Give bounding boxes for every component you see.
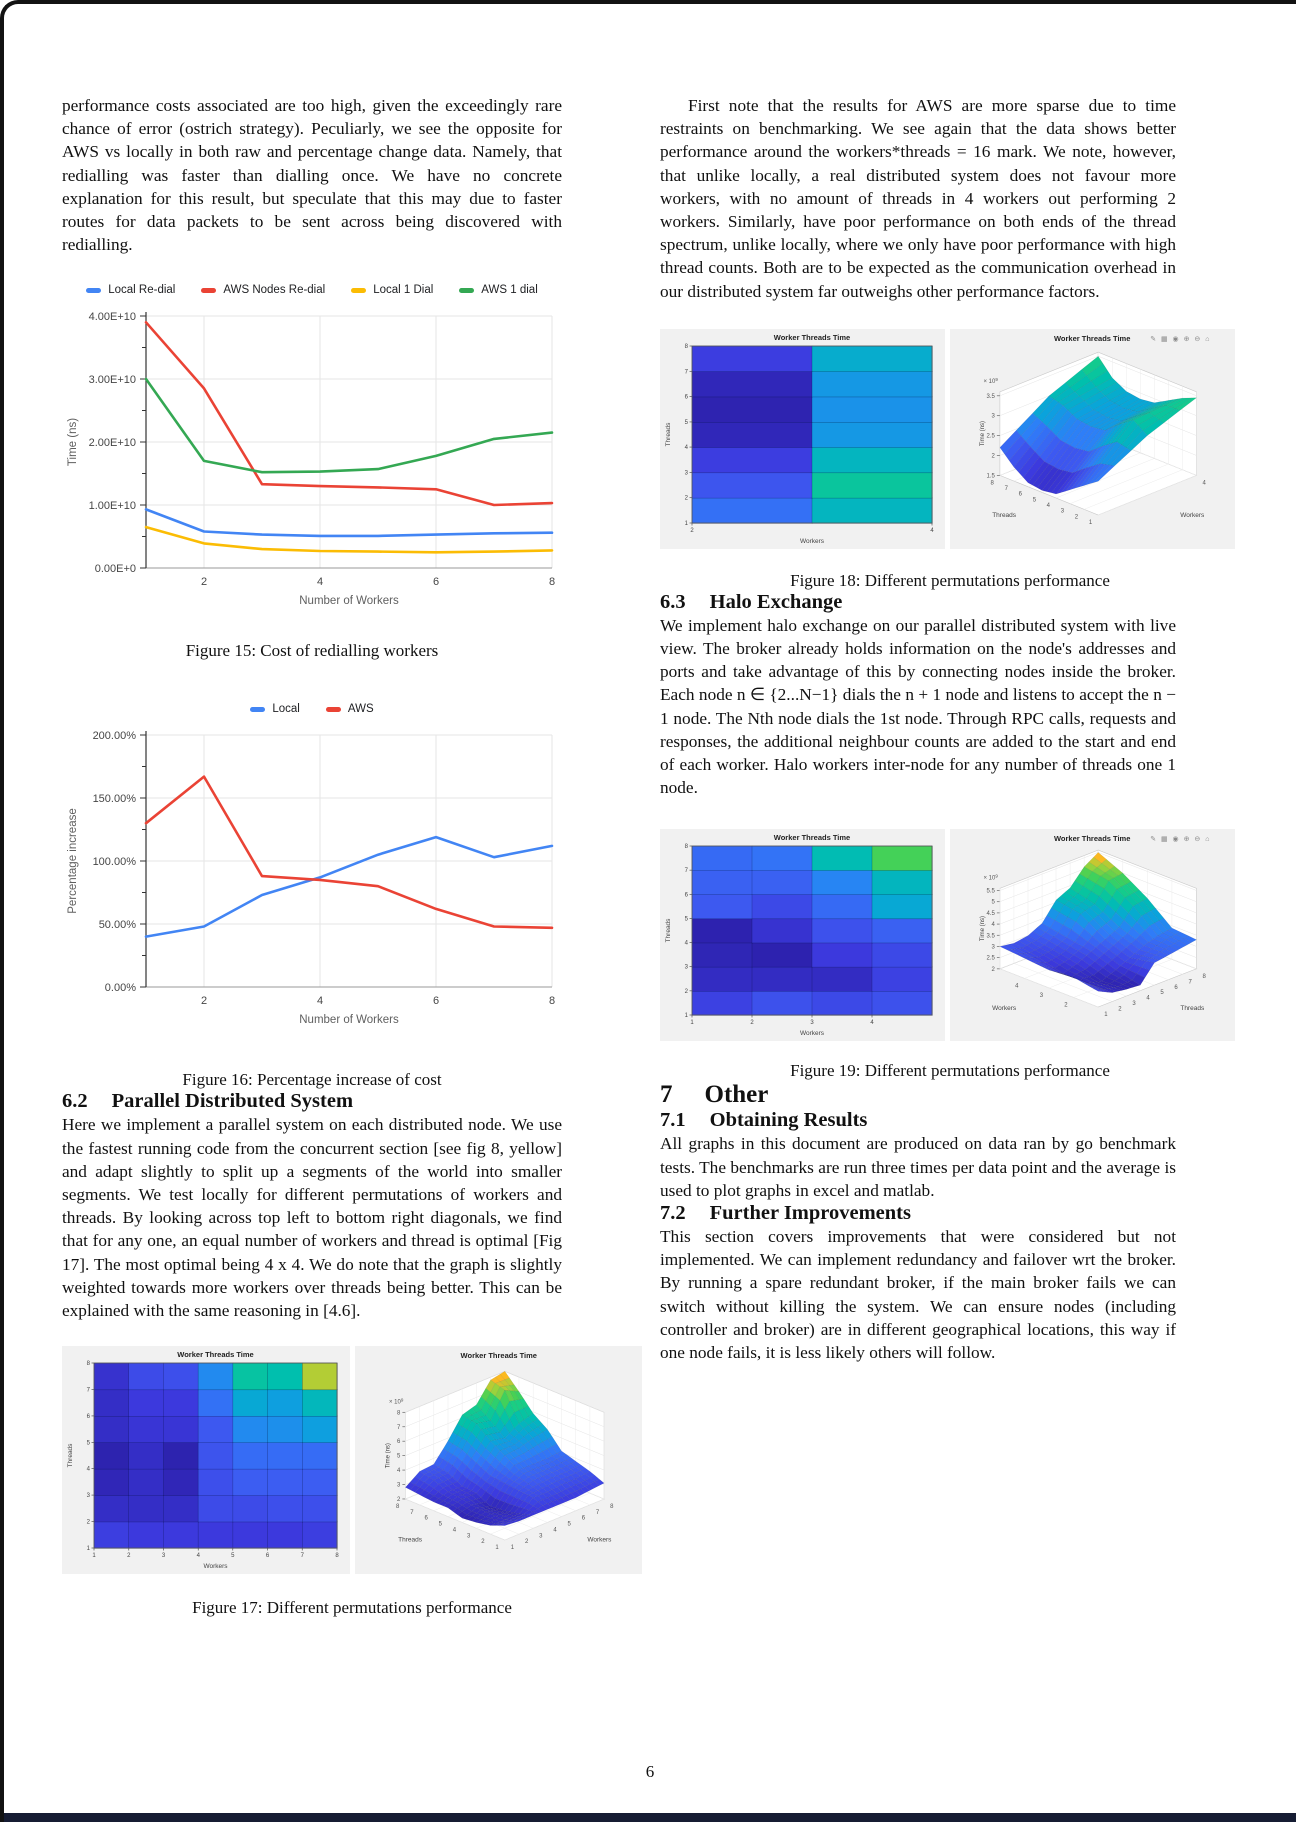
svg-text:1.00E+10: 1.00E+10	[88, 500, 136, 513]
svg-text:3: 3	[1039, 993, 1044, 1000]
svg-text:2.00E+10: 2.00E+10	[88, 437, 136, 450]
svg-text:Time (ns): Time (ns)	[384, 1443, 391, 1469]
svg-text:3: 3	[991, 944, 995, 951]
svg-text:Worker Threads Time: Worker Threads Time	[773, 833, 851, 843]
legend-swatch	[351, 288, 366, 293]
legend-label: Local Re-dial	[108, 284, 176, 297]
svg-text:2: 2	[1064, 1002, 1068, 1009]
svg-text:3.00E+10: 3.00E+10	[88, 374, 136, 387]
svg-text:4: 4	[452, 1527, 456, 1534]
svg-text:8: 8	[684, 844, 688, 851]
figure17-caption: Figure 17: Different permutations performance	[192, 1598, 512, 1618]
svg-text:6: 6	[423, 1515, 428, 1522]
svg-text:4.00E+10: 4.00E+10	[88, 311, 136, 324]
section-title: Halo Exchange	[709, 590, 843, 613]
svg-text:2: 2	[480, 1539, 485, 1546]
svg-text:2: 2	[1074, 514, 1079, 521]
svg-text:6: 6	[684, 394, 688, 401]
svg-text:6: 6	[396, 1439, 400, 1446]
svg-text:4: 4	[316, 576, 324, 589]
svg-text:6: 6	[684, 892, 688, 899]
paragraph-further-improvements: This section covers improvements that were considered but not implemented. We can implement redundancy and failover wrt the broker. By running a spare redundant broker, if the main broker fails we can switch without killing the system. We can ensure nodes (including controller and broker) are in different geographical locations, this way if one node fails, it is less likely others will follow.	[660, 1227, 1176, 1363]
svg-text:4: 4	[1015, 983, 1019, 990]
svg-text:1: 1	[494, 1545, 499, 1552]
svg-text:3: 3	[1060, 508, 1065, 515]
svg-text:× 109: × $10^9$	[983, 873, 998, 882]
section-number: 6.3	[660, 590, 686, 613]
svg-text:1: 1	[86, 1546, 90, 1553]
legend-label: Local	[272, 703, 300, 716]
svg-text:Workers: Workers	[992, 1005, 1017, 1013]
svg-text:4: 4	[552, 1527, 557, 1534]
svg-text:Workers: Workers	[1180, 512, 1205, 520]
svg-text:8: 8	[396, 1410, 400, 1417]
svg-text:3: 3	[684, 965, 688, 972]
svg-text:Time (ns): Time (ns)	[67, 418, 79, 467]
section-number: 7	[660, 1081, 673, 1109]
section-title: Parallel Distributed System	[111, 1090, 354, 1113]
svg-text:Threads: Threads	[397, 1536, 422, 1544]
svg-text:2: 2	[200, 576, 208, 589]
svg-text:2.5: 2.5	[986, 956, 995, 963]
svg-text:5: 5	[991, 900, 995, 907]
svg-text:3: 3	[684, 470, 688, 477]
figure15-caption: Figure 15: Cost of redialling workers	[185, 641, 439, 661]
section-number: 6.2	[62, 1090, 88, 1113]
svg-text:4: 4	[1202, 480, 1206, 487]
svg-text:50.00%: 50.00%	[98, 919, 136, 932]
figure17-surface-plot	[355, 1346, 643, 1574]
svg-text:8: 8	[609, 1504, 613, 1511]
figure16-line-chart	[62, 725, 562, 1030]
svg-text:4: 4	[316, 995, 324, 1008]
svg-text:8: 8	[684, 343, 688, 350]
paragraph-obtaining-results: All graphs in this document are produced on data ran by go benchmark tests. The benchmarks are run three times per data point and the average is used to plot graphs in excel and matlab.	[660, 1134, 1176, 1200]
svg-text:4: 4	[86, 1466, 90, 1473]
svg-text:5: 5	[566, 1521, 571, 1528]
svg-text:Time (ns): Time (ns)	[979, 420, 986, 446]
svg-text:✎ ▦ ◉ ⊕ ⊖ ⌂: ✎ ▦ ◉ ⊕ ⊖ ⌂	[1150, 335, 1211, 343]
figure17-images	[62, 1346, 642, 1574]
svg-text:2: 2	[991, 967, 995, 974]
figure16-caption: Figure 16: Percentage increase of cost	[182, 1070, 442, 1090]
svg-text:6: 6	[432, 576, 440, 589]
svg-text:7: 7	[684, 369, 688, 376]
svg-text:3.5: 3.5	[986, 933, 995, 940]
svg-text:× 109: × $10^9$	[983, 376, 998, 385]
svg-text:4: 4	[396, 1468, 400, 1475]
svg-text:7: 7	[300, 1553, 304, 1560]
svg-text:2: 2	[86, 1519, 90, 1526]
section-title: Further Improvements	[709, 1202, 911, 1225]
svg-text:3: 3	[466, 1533, 470, 1540]
legend-swatch	[459, 288, 474, 293]
svg-text:4: 4	[930, 527, 934, 534]
svg-text:0.00%: 0.00%	[104, 982, 136, 995]
section-title: Obtaining Results	[709, 1109, 868, 1132]
svg-text:Threads: Threads	[1180, 1005, 1205, 1013]
svg-text:2: 2	[524, 1539, 528, 1546]
svg-text:Threads: Threads	[665, 919, 672, 943]
paragraph-halo-exchange: We implement halo exchange on our parallel distributed system with live view. The broker already holds information on the node's addresses and ports and take advantage of this by connecting nodes inside the broker. Each node n ∈ {2...N−1} dials the n + 1 node and listens to accept the n − 1 node. The Nth node dials the 1st node. Through RPC calls, requests and responses, the additional neighbour counts are added to the start and end of each worker. Halo workers inter-node for any number of threads one 1 node.	[660, 615, 1176, 798]
svg-text:100.00%: 100.00%	[92, 856, 136, 869]
svg-text:2: 2	[1118, 1006, 1122, 1013]
svg-text:3: 3	[810, 1020, 814, 1027]
svg-text:7: 7	[86, 1387, 90, 1394]
legend-swatch	[86, 288, 101, 293]
svg-text:5: 5	[86, 1440, 90, 1447]
section-heading-6-3	[660, 591, 1176, 614]
svg-text:Workers: Workers	[799, 537, 825, 545]
figure19-heatmap	[660, 829, 945, 1041]
svg-text:Number of Workers: Number of Workers	[299, 595, 399, 608]
svg-text:7: 7	[1188, 979, 1192, 986]
svg-text:8: 8	[395, 1504, 399, 1511]
svg-text:6: 6	[432, 995, 440, 1008]
svg-text:5: 5	[396, 1453, 400, 1460]
svg-text:× 109: × $10^9$	[388, 1397, 403, 1406]
svg-text:5: 5	[231, 1553, 235, 1560]
svg-text:Worker Threads Time: Worker Threads Time	[177, 1350, 254, 1360]
figure19-surface-plot	[950, 829, 1235, 1041]
svg-text:1: 1	[684, 1013, 688, 1020]
figure19-images	[660, 829, 1240, 1041]
svg-text:Worker Threads Time: Worker Threads Time	[1053, 834, 1131, 844]
svg-text:1: 1	[92, 1553, 96, 1560]
svg-text:3: 3	[1132, 1001, 1136, 1008]
svg-text:8: 8	[86, 1361, 90, 1368]
section-number: 7.1	[660, 1109, 686, 1132]
svg-text:4: 4	[870, 1020, 874, 1027]
svg-text:6: 6	[86, 1414, 90, 1421]
svg-text:3: 3	[86, 1493, 90, 1500]
svg-text:1: 1	[510, 1545, 514, 1552]
section-heading-6-2	[62, 1090, 562, 1113]
svg-text:1: 1	[684, 520, 688, 527]
svg-text:2: 2	[684, 989, 688, 996]
section-heading-7	[660, 1081, 1176, 1109]
svg-text:2: 2	[200, 995, 208, 1008]
svg-text:2: 2	[684, 495, 688, 502]
svg-text:4: 4	[684, 940, 688, 947]
legend-label: Local 1 Dial	[373, 284, 434, 297]
svg-text:2: 2	[750, 1020, 754, 1027]
svg-text:1.5: 1.5	[986, 473, 995, 480]
svg-text:4.5: 4.5	[986, 911, 995, 918]
svg-text:✎ ▦ ◉ ⊕ ⊖ ⌂: ✎ ▦ ◉ ⊕ ⊖ ⌂	[1150, 836, 1211, 844]
legend-swatch	[250, 707, 265, 712]
figure18-images	[660, 329, 1240, 549]
svg-text:8: 8	[990, 480, 994, 487]
svg-text:3: 3	[161, 1553, 166, 1560]
svg-text:2: 2	[127, 1553, 131, 1560]
svg-text:7: 7	[396, 1425, 400, 1432]
section-number: 7.2	[660, 1202, 686, 1225]
section-title: Other	[704, 1081, 769, 1109]
svg-text:6: 6	[1174, 985, 1178, 992]
svg-text:7: 7	[409, 1510, 414, 1517]
svg-text:4: 4	[1046, 502, 1051, 509]
svg-text:2.5: 2.5	[986, 433, 995, 440]
svg-text:4: 4	[684, 444, 688, 451]
figure19-caption: Figure 19: Different permutations performance	[790, 1061, 1110, 1081]
svg-text:4: 4	[196, 1553, 200, 1560]
paragraph-parallel-distributed: Here we implement a parallel system on each distributed node. We use the fastest running code from the concurrent section [see fig 8, yellow] and adapt slightly to split up a segments of the world into smaller segments. We test locally for different permutations of workers and threads. By looking across top left to bottom right diagonals, we find that for any one, an equal number of workers and thread is optimal [Fig 17]. The most optimal being 4 x 4. We do note that the graph is slightly weighted towards more workers over threads being better. This can be explained with the same reasoning in [4.6].	[62, 1115, 562, 1321]
svg-text:6: 6	[265, 1553, 270, 1560]
legend-item	[326, 703, 374, 715]
svg-text:2: 2	[396, 1497, 400, 1504]
page-bottom-bar	[4, 1813, 1296, 1822]
svg-text:8: 8	[335, 1553, 339, 1560]
right-column	[660, 94, 1211, 1364]
svg-text:8: 8	[548, 576, 556, 589]
svg-text:3: 3	[396, 1482, 400, 1489]
figure18-heatmap	[660, 329, 945, 549]
legend-item	[201, 284, 325, 296]
svg-text:7: 7	[595, 1510, 599, 1517]
legend-item	[351, 284, 433, 296]
svg-text:2: 2	[991, 453, 995, 460]
svg-text:3: 3	[538, 1533, 543, 1540]
svg-text:3: 3	[991, 413, 995, 420]
svg-text:Percentage increase: Percentage increase	[67, 808, 79, 915]
svg-text:Threads: Threads	[992, 512, 1017, 520]
legend-label: AWS	[347, 703, 374, 716]
svg-text:5: 5	[1160, 990, 1164, 997]
figure18-caption: Figure 18: Different permutations performance	[790, 570, 1110, 590]
section-heading-7-2	[660, 1202, 1176, 1225]
svg-text:2: 2	[690, 527, 694, 534]
svg-text:3.5: 3.5	[986, 393, 995, 400]
svg-text:8: 8	[1202, 974, 1206, 981]
svg-text:1: 1	[1088, 519, 1093, 526]
paragraph-redialling: performance costs associated are too high, given the exceedingly rare chance of error (ostrich strategy). Peculiarly, we see the opposite for AWS vs locally in both raw and percentage change data. Namely, that redialling was faster than dialling once. We have no concrete explanation for this result, but speculate that this may due to faster routes for data packets to be sent across being discovered with redialling.	[62, 96, 562, 255]
svg-text:5: 5	[1032, 497, 1037, 504]
svg-text:5: 5	[684, 419, 688, 426]
svg-text:4: 4	[1146, 996, 1150, 1003]
svg-text:Workers: Workers	[586, 1536, 611, 1544]
legend-label: AWS Nodes Re-dial	[223, 284, 326, 297]
svg-text:5: 5	[438, 1521, 442, 1528]
figure18-surface-plot	[950, 329, 1235, 549]
svg-text:8: 8	[548, 995, 556, 1008]
figure17-heatmap	[62, 1346, 350, 1574]
svg-text:Workers: Workers	[203, 1563, 228, 1571]
legend-label: AWS 1 dial	[481, 284, 538, 297]
svg-text:Worker Threads Time: Worker Threads Time	[773, 332, 851, 342]
figure15-line-chart	[62, 306, 562, 611]
figure15-legend	[62, 282, 562, 298]
legend-swatch	[201, 288, 216, 293]
svg-text:5.5: 5.5	[986, 888, 995, 895]
svg-text:Number of Workers: Number of Workers	[299, 1014, 399, 1027]
svg-text:Workers: Workers	[799, 1030, 825, 1038]
svg-text:Worker Threads Time: Worker Threads Time	[1053, 333, 1131, 343]
legend-item	[250, 703, 300, 715]
svg-text:Time (ns): Time (ns)	[979, 916, 986, 942]
legend-item	[86, 284, 175, 296]
svg-text:7: 7	[684, 868, 688, 875]
section-heading-7-1	[660, 1109, 1176, 1132]
svg-text:5: 5	[684, 916, 688, 923]
svg-text:6: 6	[581, 1515, 585, 1522]
svg-text:6: 6	[1018, 491, 1022, 498]
svg-text:1: 1	[1104, 1012, 1108, 1019]
svg-text:200.00%: 200.00%	[92, 730, 136, 743]
legend-item	[459, 284, 537, 296]
svg-text:150.00%: 150.00%	[92, 793, 136, 806]
figure16-legend	[62, 701, 562, 717]
page-number: 6	[645, 1762, 655, 1781]
svg-text:Worker Threads Time: Worker Threads Time	[460, 1351, 537, 1361]
svg-text:Threads: Threads	[665, 422, 672, 447]
svg-text:1: 1	[690, 1020, 694, 1027]
svg-text:0.00E+0: 0.00E+0	[94, 563, 136, 576]
paragraph-aws-results: First note that the results for AWS are more sparse due to time restraints on benchmarking. We see again that the data shows better performance around the workers*threads = 16 mark. We note, however, that unlike locally, a real distributed system does not favour more workers, with no amount of threads in 4 workers out performing 2 workers. Similarly, have poor performance on both ends of the thread spectrum, unlike locally, where we only have poor performance with high thread counts. Both are to be expected as the communication overhead in our distributed system far outweighs other performance factors.	[660, 96, 1176, 301]
left-column	[62, 94, 613, 1618]
svg-text:4: 4	[991, 922, 995, 929]
legend-swatch	[326, 707, 341, 712]
svg-text:Threads: Threads	[67, 1443, 74, 1468]
svg-text:7: 7	[1004, 485, 1008, 492]
